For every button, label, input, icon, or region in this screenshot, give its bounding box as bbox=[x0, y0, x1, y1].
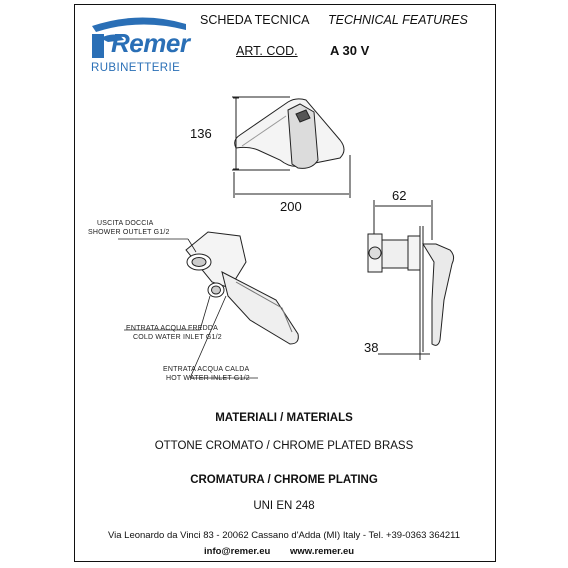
materials-value: OTTONE CROMATO / CHROME PLATED BRASS bbox=[154, 440, 414, 452]
side-view-drawing bbox=[368, 226, 454, 352]
title-italian: SCHEDA TECNICA bbox=[200, 13, 310, 27]
art-code-value: A 30 V bbox=[330, 43, 370, 58]
dim-front-height: 136 bbox=[190, 126, 212, 141]
callout-cold-it: ENTRATA ACQUA FREDDA bbox=[126, 325, 219, 332]
callout-shower-it: USCITA DOCCIA bbox=[97, 220, 154, 227]
plating-value: UNI EN 248 bbox=[253, 500, 315, 512]
footer-address: Via Leonardo da Vinci 83 - 20062 Cassano d'Adda (MI) Italy - Tel. +39-0363 364211 bbox=[107, 530, 461, 541]
dim-side-depth: 62 bbox=[392, 188, 407, 203]
art-code-label: ART. COD. bbox=[236, 44, 298, 58]
materials-title: MATERIALI / MATERIALS bbox=[215, 412, 353, 424]
dim-front-width: 200 bbox=[280, 199, 302, 214]
plating-title: CROMATURA / CHROME PLATING bbox=[190, 474, 378, 486]
callout-hot-en: HOT WATER INLET G1/2 bbox=[166, 375, 250, 382]
footer-email[interactable]: info@remer.eu bbox=[204, 546, 271, 557]
dim-side-offset: 38 bbox=[364, 340, 379, 355]
brand-subtitle: RUBINETTERIE bbox=[91, 62, 181, 74]
title-english: TECHNICAL FEATURES bbox=[328, 13, 468, 27]
front-view-drawing bbox=[235, 99, 344, 168]
callout-cold-en: COLD WATER INLET G1/2 bbox=[133, 334, 222, 341]
brand-name: Remer bbox=[111, 28, 190, 58]
callout-shower-en: SHOWER OUTLET G1/2 bbox=[88, 229, 170, 236]
footer-website[interactable]: www.remer.eu bbox=[290, 546, 355, 557]
callout-hot-it: ENTRATA ACQUA CALDA bbox=[163, 366, 250, 373]
